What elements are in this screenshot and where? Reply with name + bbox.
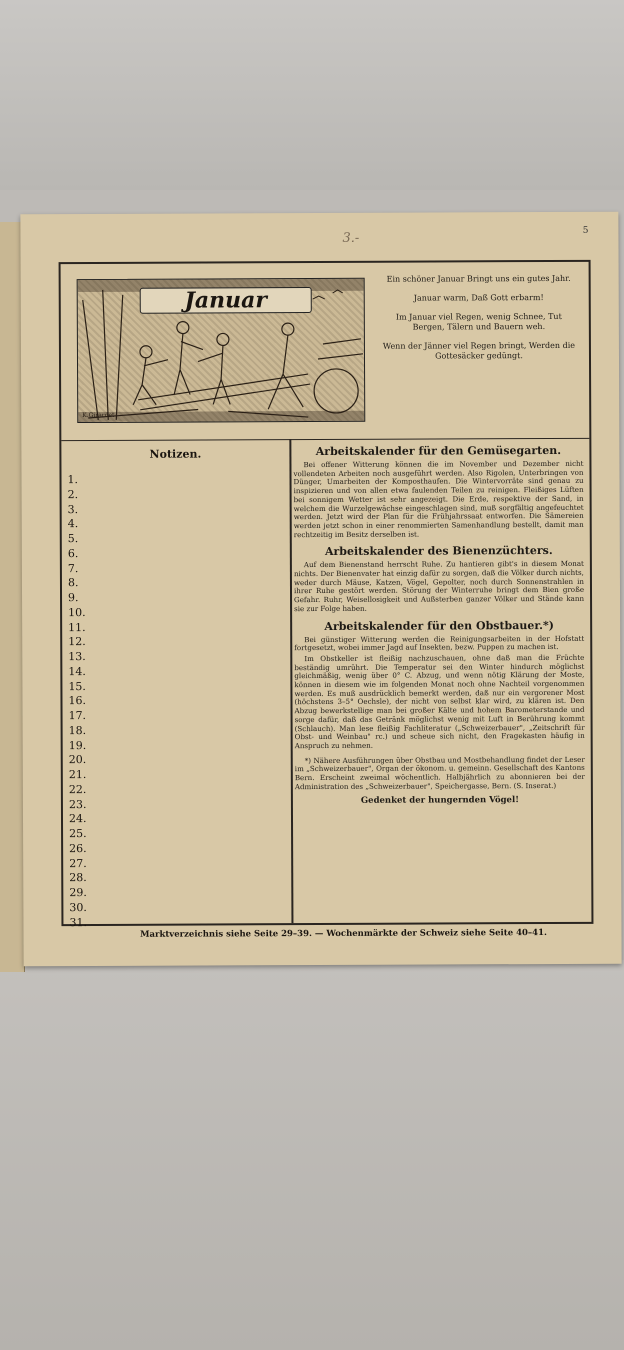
day-number: 3.: [67, 502, 79, 516]
articles-column: [293, 438, 585, 923]
day-number: 23.: [68, 797, 87, 811]
notes-column: [61, 439, 293, 929]
proverb: Januar warm, Daß Gott erbarm!: [413, 293, 544, 303]
day-number: 27.: [69, 856, 87, 870]
day-number: 28.: [69, 871, 87, 885]
day-number: 24.: [68, 812, 87, 826]
month-title: Januar: [140, 287, 312, 314]
day-number: 13.: [68, 650, 86, 664]
page-frame: [59, 260, 594, 929]
notes-title: Notizen.: [149, 447, 202, 461]
background-top: [0, 0, 624, 190]
day-number: 16.: [68, 694, 87, 708]
proverb: Im Januar viel Regen, wenig Schnee, Tut Bergen, Tälern und Bauern weh.: [395, 311, 562, 332]
day-number: 17.: [68, 709, 87, 723]
closing-line: Gedenket der hungernden Vögel!: [360, 794, 519, 806]
day-number: 11.: [68, 620, 86, 634]
fruit-grower-heading: Arbeitskalender für den Obstbauer.*): [324, 618, 554, 633]
day-number: 8.: [67, 576, 79, 590]
day-list: [61, 472, 291, 930]
almanac-page: [20, 212, 621, 967]
day-number: 7.: [67, 561, 79, 575]
day-number: 4.: [67, 517, 79, 531]
proverb: Ein schöner Januar Bringt uns ein gutes Jahr.: [386, 273, 571, 284]
page-footer: Marktverzeichnis siehe Seite 29–39. — Wochenmärkte der Schweiz siehe Seite 40–41.: [140, 928, 547, 940]
header-row: [61, 262, 590, 441]
day-number: 31.: [69, 915, 87, 929]
january-illustration: [77, 278, 366, 423]
pencil-mark: 3.-: [342, 230, 360, 246]
footnote: *) Nähere Ausführungen über Obstbau und Mostbehandlung findet der Leser im „Schweizerbauer", Organ der ökonom. u. gemeinn. Gesellschaft des Kantons Bern. Erscheint zweimal wöchentlich. Halbjährlich zu abonnieren bei der Administration des „Schweizerbauer", Speichergasse, Bern. (S. Inserat.): [294, 754, 585, 791]
day-number: 20.: [68, 753, 87, 767]
vegetable-garden-text: Bei offener Witterung können die im November und Dezember nicht vollendeten Arbeiten noch ausgeführt werden. Also Rigolen, Unterbringen von Dünger, Umarbeiten der Komposthaufen. Die Wintervorräte sind genau zu inspizieren und von allen etwa faulenden Teilen zu reinigen. Fleißiges Lüften bei sonnigem Wetter ist sehr angezeigt. Die Erde, respektive der Sand, in welchem die Wurzelgewächse eingeschlagen sind, muß sorgfältig angefeuchtet werden. Jetzt wird der Plan für die Frühjahrssaat entworfen. Die Sämereien werden jetzt schon in einer renommierten Samenhandlung bestellt, damit man rechtzeitig im Besitz derselben ist.: [293, 458, 584, 539]
day-number: 10.: [68, 605, 86, 619]
day-number: 22.: [68, 782, 87, 796]
day-number: 19.: [68, 738, 87, 752]
day-number: 25.: [69, 827, 87, 841]
artist-signature: K.Girardet: [82, 411, 115, 420]
page-number: 5: [582, 225, 589, 236]
vegetable-garden-heading: Arbeitskalender für den Gemüsegarten.: [315, 443, 562, 459]
fruit-grower-text: Bei günstiger Witterung werden die Reinigungsarbeiten in der Hofstatt fortgesetzt, wobei immer Jagd auf Insekten, bezw. Puppen zu machen ist.: [294, 633, 585, 653]
day-number: 18.: [68, 723, 87, 737]
day-number: 14.: [68, 664, 86, 678]
beekeeper-text: Auf dem Bienenstand herrscht Ruhe. Zu hantieren gibt's in diesem Monat nichts. Der Bienenvater hat einzig dafür zu sorgen, daß die Völker durch nichts, weder durch Mäuse, Katzen, Vögel, Gepolter, noch durch Sonnenstrahlen in ihrer Ruhe gestört werden. Störung der Winterruhe bringt dem Bien große Gefahr. Ruhr, Weisellosigkeit und Außsterben ganzer Völker und Stände kann sie zur Folge haben.: [293, 559, 585, 613]
beekeeper-heading: Arbeitskalender des Bienenzüchters.: [324, 544, 553, 559]
day-number: 2.: [67, 487, 79, 501]
day-number: 30.: [69, 900, 87, 914]
background-bottom: [0, 960, 624, 1350]
day-number: 26.: [69, 841, 87, 855]
day-number: 9.: [68, 591, 79, 605]
day-number: 5.: [67, 532, 79, 546]
day-number: 12.: [68, 635, 86, 649]
day-number: 21.: [68, 768, 87, 782]
fruit-grower-text-2: Im Obstkeller ist fleißig nachzuschauen, ohne daß man die Früchte beständig umrührt. Die Temperatur sei den Winter hindurch möglichst gleichmäßig, wenig über 0° C. Abzug, und wenn nötig Klärung der Moste, können in diesem wie im folgenden Monat noch ohne Nachteil vorgenommen werden. Es muß ausdrücklich bemerkt werden, daß nur ein vergorener Most (höchstens 3–5° Oechsle), der nicht von selbst klar wird, zu klären ist. Den Abzug bewerkstellige man bei großer Kälte und hohem Barometerstande und sorge dafür, daß das Getränk möglichst wenig mit Luft in Berührung kommt (Schlauch). Man lese fleißig Fachliteratur („Schweizerbauer", „Zeitschrift für Obst- und Weinbau" rc.) und scheue sich nicht, den Fragekasten häufig in Anspruch zu nehmen.: [294, 652, 585, 751]
day-number: 1.: [67, 473, 79, 487]
proverb: Wenn der Jänner viel Regen bringt, Werden die Gottesäcker gedüngt.: [382, 340, 576, 361]
day-number: 6.: [67, 546, 79, 560]
weather-proverbs: [379, 274, 579, 371]
day-number: 15.: [68, 679, 86, 693]
day-number: 29.: [69, 886, 87, 900]
